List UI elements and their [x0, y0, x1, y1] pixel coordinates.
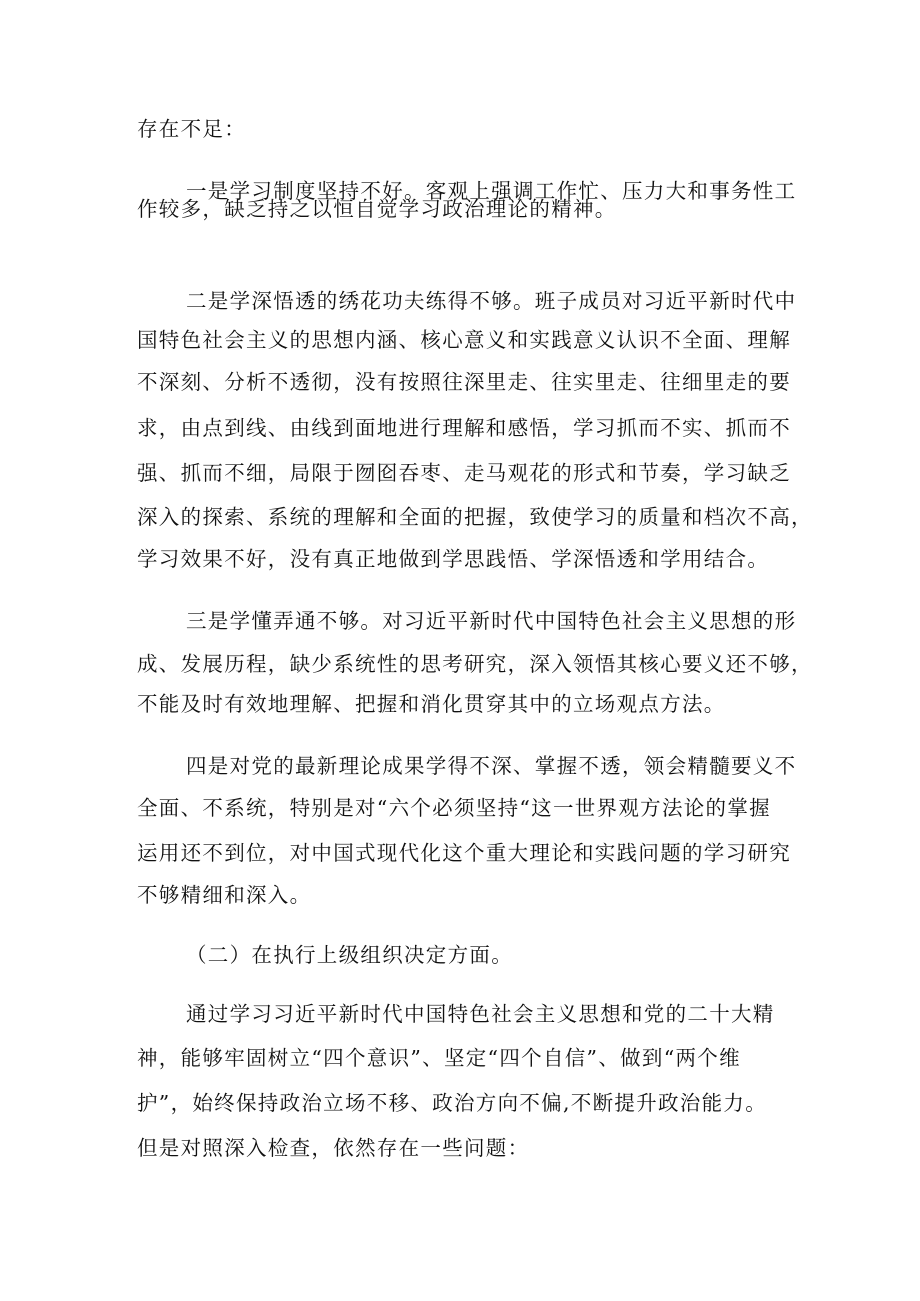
- text-line: 成、发展历程，缺少系统性的思考研究，深入领悟其核心要义还不够，: [137, 652, 813, 676]
- text-line: 二是学深悟透的绣花功夫练得不够。班子成员对习近平新时代中: [186, 289, 797, 313]
- text-line: 不能及时有效地理解、把握和消化贯穿其中的立场观点方法。: [137, 692, 726, 716]
- text-line: 国特色社会主义的思想内涵、核心意义和实践意义认识不全面、理解: [137, 328, 791, 352]
- text-line: 学习效果不好，没有真正地做到学思践悟、学深悟透和学用结合。: [137, 547, 770, 571]
- text-line: 神，能够牢固树立“四个意识”、坚定“四个自信”、做到“两个维: [137, 1046, 741, 1070]
- text-line: 三是学懂弄通不够。对习近平新时代中国特色社会主义思想的形: [186, 609, 797, 633]
- text-line: 深入的探索、系统的理解和全面的把握，致使学习的质量和档次不高，: [137, 505, 813, 529]
- text-line: 运用还不到位，对中国式现代化这个重大理论和实践问题的学习研究: [137, 841, 791, 865]
- text-line: 通过学习习近平新时代中国特色社会主义思想和党的二十大精: [186, 1002, 775, 1026]
- text-line: 作较多，缺乏持之以恒自觉学习政治理论的精神。: [137, 197, 617, 221]
- text-line: 不深刻、分析不透彻，没有按照往深里走、往实里走、往细里走的要: [137, 370, 791, 394]
- section-heading: （二）在执行上级组织决定方面。: [186, 943, 513, 967]
- text-line: 求，由点到线、由线到面地进行理解和感悟，学习抓而不实、抓而不: [137, 416, 791, 440]
- text-line: 四是对党的最新理论成果学得不深、掌握不透，领会精髓要义不: [186, 754, 797, 778]
- text-line: 不够精细和深入。: [137, 883, 312, 907]
- text-line: 全面、不系统，特别是对“六个必须坚持“这一世界观方法论的掌握: [137, 796, 771, 820]
- text-line: 护”，始终保持政治立场不移、政治方向不偏,不断提升政治能力。: [137, 1091, 767, 1115]
- text-line: 但是对照深入检查，依然存在一些问题：: [137, 1136, 530, 1160]
- text-line: 一是学习制度坚持不好。客观上强调工作忙、压力大和事务性工: [186, 179, 797, 203]
- text-line: 存在不足：: [137, 117, 246, 141]
- text-line: 强、抓而不细，局限于囫囵吞枣、走马观花的形式和节奏，学习缺乏: [137, 461, 791, 485]
